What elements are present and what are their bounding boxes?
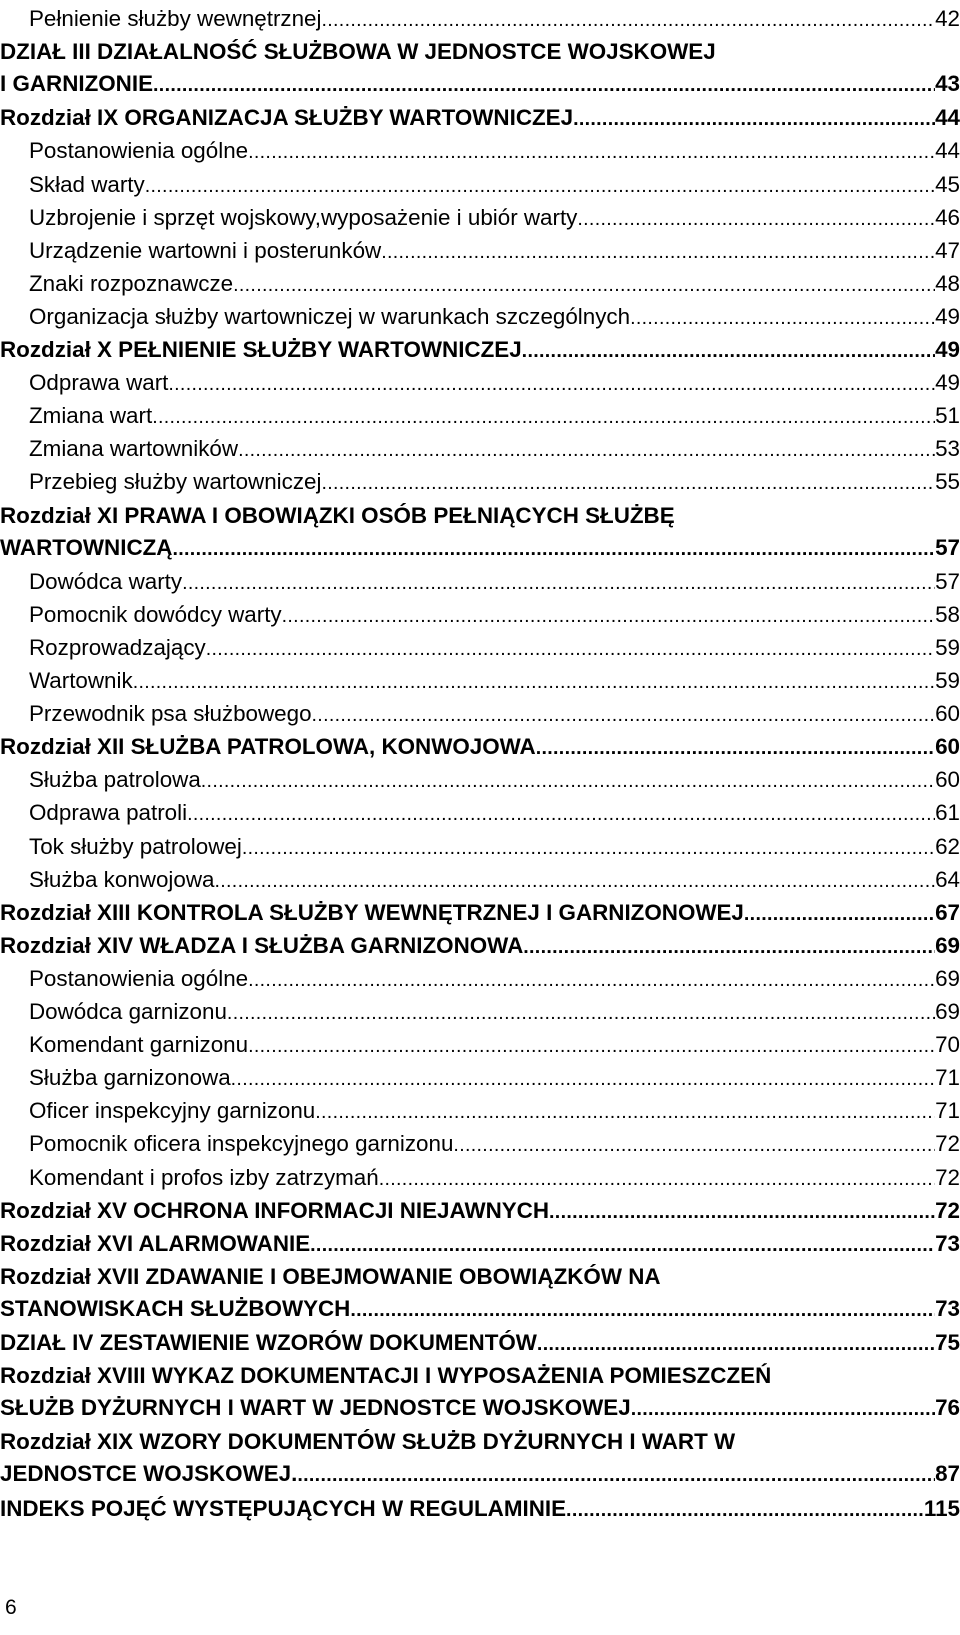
toc-sub-entry[interactable] — [0, 996, 960, 1028]
dot-leader — [744, 898, 935, 929]
toc-page-number: 60 — [935, 767, 960, 793]
dot-leader — [206, 633, 935, 664]
toc-entry-title: DZIAŁ III DZIAŁALNOŚĆ SŁUŻBOWA W JEDNOSTCE WOJSKOWEJ — [0, 39, 716, 65]
dot-leader — [312, 699, 936, 730]
dot-leader — [321, 467, 935, 498]
toc-heading-entry[interactable] — [0, 1327, 960, 1359]
toc-entry-title: Postanowienia ogólne — [29, 965, 249, 991]
toc-heading-entry[interactable] — [0, 930, 960, 962]
toc-page-number: 76 — [935, 1395, 960, 1421]
dot-leader — [321, 4, 935, 35]
dot-leader — [381, 236, 935, 267]
toc-sub-entry[interactable] — [0, 3, 960, 35]
toc-entry-title: Urządzenie wartowni i posterunków — [29, 237, 382, 263]
toc-entry-title-continued: I GARNIZONIE — [0, 71, 154, 97]
toc-entry-title: Znaki rozpoznawcze — [29, 270, 234, 296]
toc-entry-title: Skład warty — [29, 171, 145, 197]
toc-page-number: 70 — [935, 1032, 960, 1058]
dot-leader — [248, 1030, 935, 1061]
dot-leader — [233, 269, 935, 300]
toc-entry-title: Pełnienie służby wewnętrznej — [29, 6, 322, 31]
toc-entry-title: Rozdział XIII KONTROLA SŁUŻBY WEWNĘTRZNEJ I GARNIZONOWEJ — [0, 899, 744, 925]
toc-sub-entry[interactable] — [0, 1095, 960, 1127]
toc-sub-entry[interactable] — [0, 632, 960, 664]
toc-sub-entry[interactable] — [0, 466, 960, 498]
dot-leader — [172, 533, 935, 564]
toc-page-number: 60 — [935, 734, 960, 760]
dot-leader — [133, 666, 935, 697]
toc-entry-title: Rozdział XIX WZORY DOKUMENTÓW SŁUŻB DYŻURNYCH I WART W — [0, 1429, 736, 1455]
toc-sub-entry[interactable] — [0, 1062, 960, 1094]
toc-page-number: 43 — [935, 71, 960, 97]
dot-leader — [523, 931, 935, 962]
toc-entry-title: Uzbrojenie i sprzęt wojskowy,wyposażenie i ubiór warty — [29, 204, 578, 230]
toc-entry-title: Organizacja służby wartowniczej w warunkach szczególnych — [29, 303, 631, 329]
toc-entry-title: INDEKS POJĘĆ WYSTĘPUJĄCYCH W REGULAMINIE — [0, 1495, 567, 1521]
toc-sub-entry[interactable] — [0, 764, 960, 796]
toc-heading-entry[interactable] — [0, 36, 960, 100]
toc-sub-entry[interactable] — [0, 599, 960, 631]
toc-heading-entry[interactable] — [0, 731, 960, 763]
dot-leader — [168, 368, 935, 399]
toc-page-number: 59 — [935, 668, 960, 693]
toc-page-number: 55 — [935, 469, 960, 495]
toc-sub-entry[interactable] — [0, 400, 960, 432]
toc-page-number: 72 — [935, 1131, 960, 1157]
toc-page-number: 72 — [935, 1164, 960, 1190]
toc-heading-entry[interactable] — [0, 334, 960, 366]
toc-page-number: 115 — [923, 1495, 960, 1521]
toc-page-number: 72 — [935, 1197, 960, 1223]
dot-leader — [227, 997, 935, 1028]
toc-entry-title: Wartownik — [29, 668, 133, 693]
toc-page-number: 46 — [935, 204, 960, 230]
dot-leader — [182, 567, 935, 598]
toc-page-number: 61 — [935, 800, 960, 826]
toc-entry-title: Komendant garnizonu — [29, 1032, 249, 1058]
toc-entry-title: Odprawa patroli — [29, 800, 188, 826]
toc-entry-title: Służba patrolowa — [29, 767, 201, 793]
toc-entry-title: Oficer inspekcyjny garnizonu — [29, 1098, 316, 1124]
dot-leader — [522, 335, 935, 366]
toc-page-number: 51 — [935, 403, 960, 429]
dot-leader — [153, 69, 935, 100]
toc-sub-entry[interactable] — [0, 169, 960, 201]
toc-page-number: 71 — [935, 1098, 960, 1124]
toc-entry-title: Dowódca warty — [29, 568, 183, 594]
dot-leader — [201, 765, 935, 796]
dot-leader — [573, 103, 935, 134]
toc-sub-entry[interactable] — [0, 665, 960, 697]
toc-entry-title: Rozdział XVII ZDAWANIE I OBEJMOWANIE OBOWIĄZKÓW NA — [0, 1263, 661, 1289]
dot-leader — [310, 1229, 935, 1260]
toc-entry-title: Rozdział X PEŁNIENIE SŁUŻBY WARTOWNICZEJ — [0, 337, 522, 362]
toc-page-number: 87 — [935, 1461, 960, 1487]
dot-leader — [577, 203, 935, 234]
toc-page-number: 73 — [935, 1295, 960, 1321]
toc-sub-entry[interactable] — [0, 797, 960, 829]
toc-sub-entry[interactable] — [0, 963, 960, 995]
page-number: 6 — [5, 1596, 17, 1619]
toc-entry-title: Odprawa wart — [29, 370, 169, 396]
toc-page-number: 44 — [935, 138, 960, 164]
toc-entry-title-continued: SŁUŻB DYŻURNYCH I WART W JEDNOSTCE WOJSKOWEJ — [0, 1395, 631, 1421]
toc-entry-title: Rozdział XIV WŁADZA I SŁUŻBA GARNIZONOWA — [0, 932, 524, 958]
dot-leader — [549, 1196, 935, 1227]
toc-heading-entry[interactable] — [0, 1360, 960, 1424]
toc-page-number: 57 — [935, 534, 960, 560]
toc-entry-title: Rozdział XV OCHRONA INFORMACJI NIEJAWNYCH — [0, 1197, 550, 1223]
toc-page-number: 57 — [935, 568, 960, 594]
toc-page-number: 64 — [935, 866, 960, 892]
toc-entry-title: Tok służby patrolowej — [29, 833, 242, 859]
toc-heading-entry[interactable] — [0, 897, 960, 929]
toc-entry-title: Rozdział XVIII WYKAZ DOKUMENTACJI I WYPOSAŻENIA POMIESZCZEŃ — [0, 1363, 772, 1389]
dot-leader — [350, 1294, 935, 1325]
toc-entry-title-continued: STANOWISKACH SŁUŻBOWYCH — [0, 1295, 351, 1321]
dot-leader — [231, 1063, 935, 1094]
toc-entry-title: Przewodnik psa służbowego — [29, 701, 312, 727]
toc-page-number: 75 — [935, 1330, 960, 1355]
toc-page-number: 49 — [935, 337, 960, 362]
toc-page-number: 60 — [935, 701, 960, 727]
toc-page-number: 67 — [935, 899, 960, 925]
toc-heading-entry[interactable] — [0, 102, 960, 134]
dot-leader — [214, 865, 935, 896]
toc-page-number: 73 — [935, 1230, 960, 1256]
toc-entry-title: DZIAŁ IV ZESTAWIENIE WZORÓW DOKUMENTÓW — [0, 1330, 537, 1355]
toc-sub-entry[interactable] — [0, 135, 960, 167]
toc-sub-entry[interactable] — [0, 1029, 960, 1061]
toc-entry-title: Rozdział XVI ALARMOWANIE — [0, 1230, 311, 1256]
toc-sub-entry[interactable] — [0, 301, 960, 333]
toc-page-number: 49 — [935, 303, 960, 329]
toc-page-number: 44 — [935, 105, 960, 131]
toc-entry-title: Zmiana wartowników — [29, 436, 239, 462]
toc-entry-title: Rozdział XII SŁUŻBA PATROLOWA, KONWOJOWA — [0, 734, 536, 760]
dot-leader — [238, 434, 935, 465]
toc-sub-entry[interactable] — [0, 698, 960, 730]
toc-page-number: 62 — [935, 833, 960, 859]
toc-page-number: 42 — [935, 6, 960, 31]
toc-sub-entry[interactable] — [0, 202, 960, 234]
dot-leader — [536, 732, 935, 763]
toc-heading-entry[interactable] — [0, 1426, 960, 1490]
dot-leader — [248, 136, 935, 167]
toc-entry-title: Służba garnizonowa — [29, 1065, 231, 1091]
dot-leader — [453, 1129, 935, 1160]
toc-entry-title: Pomocnik dowódcy warty — [29, 601, 282, 627]
dot-leader — [187, 798, 935, 829]
toc-sub-entry[interactable] — [0, 1128, 960, 1160]
toc-page-number: 49 — [935, 370, 960, 396]
toc-page-number: 69 — [935, 965, 960, 991]
dot-leader — [297, 1459, 935, 1490]
toc-sub-entry[interactable] — [0, 864, 960, 896]
toc-entry-title: Rozprowadzający — [29, 634, 206, 660]
toc-entry-title: Dowódca garnizonu — [29, 999, 227, 1024]
dot-leader — [282, 600, 935, 631]
toc-entry-title: Służba konwojowa — [29, 866, 215, 892]
toc-sub-entry[interactable] — [0, 268, 960, 300]
toc-sub-entry[interactable] — [0, 1162, 960, 1194]
toc-entry-title: Przebieg służby wartowniczej — [29, 469, 322, 495]
toc-entry-title-continued: JEDNOSTCE WOJSKOWEJ. — [0, 1461, 298, 1487]
toc-page-number: 58 — [935, 601, 960, 627]
toc-sub-entry[interactable] — [0, 566, 960, 598]
dot-leader — [242, 832, 935, 863]
toc-entry-title: Rozdział IX ORGANIZACJA SŁUŻBY WARTOWNICZEJ — [0, 105, 574, 131]
dot-leader — [630, 302, 935, 333]
toc-sub-entry[interactable] — [0, 433, 960, 465]
toc-page-number: 71 — [935, 1065, 960, 1091]
toc-page-number: 45 — [935, 171, 960, 197]
toc-page-number: 53 — [935, 436, 960, 462]
dot-leader — [152, 401, 935, 432]
toc-page-number: 59 — [935, 634, 960, 660]
dot-leader — [248, 964, 935, 995]
toc-heading-entry[interactable] — [0, 1228, 960, 1260]
toc-entry-title: Postanowienia ogólne — [29, 138, 249, 164]
toc-heading-entry[interactable] — [0, 1261, 960, 1325]
toc-sub-entry[interactable] — [0, 235, 960, 267]
toc-entry-title-continued: WARTOWNICZĄ — [0, 534, 173, 560]
toc-page-number: 69 — [935, 932, 960, 958]
toc-heading-entry[interactable] — [0, 1493, 960, 1525]
toc-entry-title: Pomocnik oficera inspekcyjnego garnizonu — [29, 1131, 454, 1157]
toc-heading-entry[interactable] — [0, 1195, 960, 1227]
dot-leader — [315, 1096, 935, 1127]
toc-page-number: 48 — [935, 270, 960, 296]
toc-sub-entry[interactable] — [0, 367, 960, 399]
dot-leader — [379, 1163, 935, 1194]
toc-entry-title: Komendant i profos izby zatrzymań — [29, 1164, 379, 1190]
dot-leader — [145, 170, 935, 201]
toc-heading-entry[interactable] — [0, 500, 960, 564]
toc-entry-title: Rozdział XI PRAWA I OBOWIĄZKI OSÓB PEŁNIĄCYCH SŁUŻBĘ — [0, 502, 675, 528]
dot-leader — [537, 1328, 935, 1359]
toc-entry-title: Zmiana wart — [29, 403, 153, 429]
dot-leader — [566, 1494, 924, 1525]
toc-sub-entry[interactable] — [0, 831, 960, 863]
toc-page-number: 47 — [935, 237, 960, 263]
toc-page-number: 69 — [935, 999, 960, 1024]
dot-leader — [631, 1393, 935, 1424]
